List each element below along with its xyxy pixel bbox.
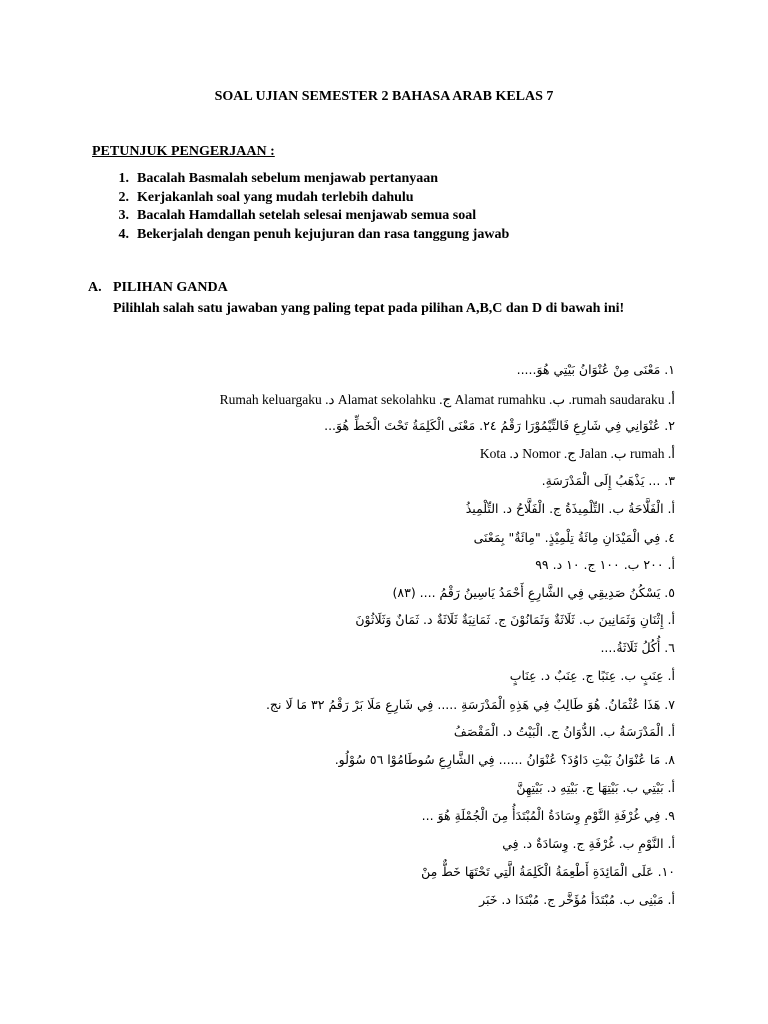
options-4: أ. ٢٠٠ ب. ١٠٠ ج. ١٠ د. ٩٩ (535, 557, 675, 572)
instruction-item (92, 207, 509, 226)
question-2: ٢. عُنْوَانِي فِي شَارِعِ فَالتِّيْمُوْرَا رَقْمُ ٢٤. مَعْنَى الْكَلِمَةُ تَحْتَ الْخَطِّ هُوَ... (324, 418, 675, 433)
instruction-text: Bekerjalah dengan penuh kejujuran dan rasa tanggung jawab (137, 226, 510, 242)
instruction-item (92, 170, 509, 189)
options-5: أ. إِثْنَانِ وَثَمَانِينَ ب. ثَلَاثَةٌ وَثَمَانُوْنَ ج. ثَمَانِيَةٌ ثَلَاثَةٌ د. ثَمَانٌ وَثَلَاثُوْنَ (355, 612, 675, 627)
instruction-text: Bacalah Basmalah sebelum menjawab pertanyaan (137, 171, 439, 186)
instructions-list (92, 170, 509, 244)
instruction-number: 4. (118, 226, 129, 242)
instruction-item (92, 189, 509, 208)
instruction-number: 3. (118, 208, 129, 223)
question-5: ٥. يَسْكُنُ صَدِيقِي فِي الشَّارِعِ أَحْمَدُ يَاسِينُ رَقْمُ .... (٨٣) (392, 585, 675, 600)
section-instruction: Pilihlah salah satu jawaban yang paling tepat pada pilihan A,B,C dan D di bawah ini! (113, 301, 625, 316)
options-3: أ. الْفَلَّاحَةُ ب. التِّلْمِيذَةُ ج. الْفَلَّاحُ د. التِّلْمِيذُ (465, 501, 675, 516)
options-1: أ. rumah saudaraku. ب. Alamat rumahku ج. Alamat sekolahku د. Rumah keluargaku (219, 392, 675, 407)
instructions-heading: PETUNJUK PENGERJAAN : (92, 144, 275, 159)
question-6: ٦. أُكُلُ ثَلَاثَةُ.... (600, 640, 675, 655)
options-8: أ. بَيْتِي ب. بَيْتِهَا ج. بَيْتِهِ د. بَيْتِهِنَّ (516, 780, 675, 795)
question-10: ١٠. عَلَى الْمَائِدَةِ أَطْعِمَةُ الْكَلِمَةُ الَّتِي تَحْتَهَا خَطٌّ مِنْ (421, 864, 675, 879)
section-title: PILIHAN GANDA (113, 280, 228, 295)
instruction-number: 1. (118, 171, 129, 186)
instruction-text: Bacalah Hamdallah setelah selesai menjawab semua soal (137, 208, 477, 223)
options-2: أ. rumah ب. Jalan ج. Nomor د. Kota (479, 446, 675, 461)
options-10: أ. مَبْنِى ب. مُبْتَدَأ مُؤَخَّر ج. مُبْتَدَا د. خَبَر (479, 892, 675, 907)
question-4: ٤. فِي الْمَيْدَانِ مِائَةُ تِلْمِيْذٍ. "مِائَةٌ" بِمَعْنَى (473, 530, 675, 545)
options-9: أ. النَّوْمِ ب. غُرْفَةِ ج. وِسَادَةٌ د. فِي (502, 836, 675, 851)
instruction-item (92, 226, 509, 245)
question-7: ٧. هَذَا عُثْمَانُ. هُوَ طَالِبٌ فِي هَذِهِ الْمَدْرَسَةِ ..... فِي شَارِعِ مَلَا بَرْ رَقْمُ ٣٢ مَا لَا نج. (265, 697, 675, 712)
instruction-text: Kerjakanlah soal yang mudah terlebih dahulu (137, 189, 414, 205)
options-6: أ. عِنَبٍ ب. عِنَبًا ج. عِنَبٌ د. عِنَابٍ (509, 668, 675, 683)
question-1: ١. مَعْنَى مِنْ عُنْوَانُ بَيْتِي هُوَ..... (516, 362, 675, 377)
section-letter: A. (88, 280, 102, 295)
page-title: SOAL UJIAN SEMESTER 2 BAHASA ARAB KELAS 7 (214, 89, 554, 104)
question-8: ٨. مَا عُنْوَانُ بَيْتِ دَاوُدَ؟ عُنْوَانُ ...... فِي الشَّارِعِ سُوطَامُوْا ٥٦ سُوْلُو. (334, 752, 675, 767)
options-7: أ. الْمَدْرَسَةُ ب. الدُّوَانُ ج. الْبَيْتُ د. الْمَقْصَفُ (453, 724, 675, 739)
question-9: ٩. فِي غُرْفَةِ النَّوْمِ وِسَادَةُ الْمُبْتَدَأُ مِنَ الْجُمْلَةِ هُوَ ... (421, 808, 675, 823)
question-3: ٣. ... يَذْهَبُ إِلَى الْمَدْرَسَةِ. (541, 473, 675, 488)
instruction-number: 2. (118, 189, 129, 205)
